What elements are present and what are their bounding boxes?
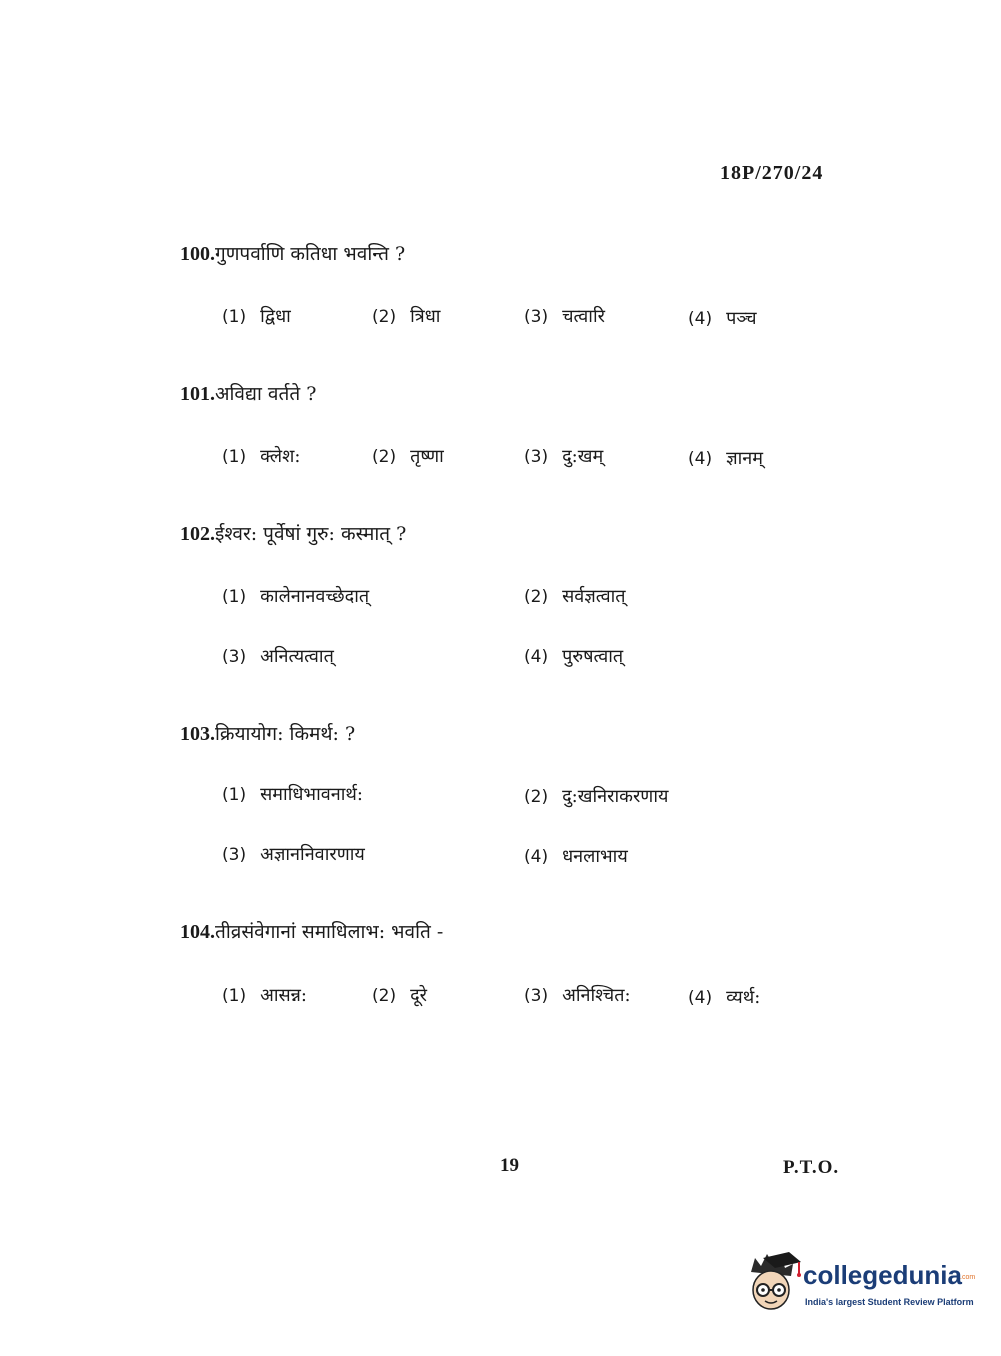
- logo-wordmark: collegedunia: [803, 1260, 962, 1290]
- question-103: [180, 720, 355, 746]
- question-text: क्रियायोग: किमर्थ: ?: [215, 723, 356, 745]
- logo-tagline: India's largest Student Review Platform: [805, 1297, 974, 1307]
- question-100: [180, 240, 405, 266]
- option-2: (2) सर्वज्ञत्वात्: [524, 586, 626, 607]
- option-4: (4) पुरुषत्वात्: [524, 646, 624, 667]
- option-3: (3) अनित्यत्वात्: [222, 646, 334, 667]
- option-1: (1) कालेनानवच्छेदात्: [222, 586, 370, 607]
- collegedunia-logo: [743, 1250, 976, 1320]
- option-2: (2) दु:खनिराकरणाय: [524, 786, 669, 807]
- question-number: 103.: [180, 723, 215, 745]
- question-102: [180, 520, 406, 546]
- question-text: तीव्रसंवेगानां समाधिलाभ: भवति -: [215, 921, 444, 943]
- option-3: (3) दु:खम्: [524, 446, 604, 467]
- question-text: गुणपर्वाणि कतिधा भवन्ति ?: [215, 243, 406, 265]
- option-1: (1) क्लेश:: [222, 446, 301, 467]
- paper-code: 18P/270/24: [720, 162, 824, 184]
- option-2: (2) दूरे: [372, 985, 428, 1006]
- question-text: ईश्वर: पूर्वेषां गुरु: कस्मात् ?: [215, 523, 407, 545]
- option-2: (2) त्रिधा: [372, 306, 441, 327]
- option-1: (1) आसन्न:: [222, 985, 307, 1006]
- option-4: (4) ज्ञानम्: [688, 448, 764, 469]
- option-3: (3) अनिश्चित:: [524, 985, 631, 1006]
- question-number: 104.: [180, 921, 215, 943]
- option-4: (4) व्यर्थ:: [688, 987, 761, 1008]
- option-1: (1) द्विधा: [222, 306, 291, 327]
- question-101: [180, 380, 316, 406]
- question-number: 102.: [180, 523, 215, 545]
- option-1: (1) समाधिभावनार्थ:: [222, 784, 363, 805]
- option-3: (3) अज्ञाननिवारणाय: [222, 844, 365, 865]
- option-4: (4) धनलाभाय: [524, 846, 628, 867]
- option-4: (4) पञ्च: [688, 308, 757, 329]
- page-number: 19: [500, 1155, 519, 1176]
- logo-suffix: .com: [960, 1274, 976, 1281]
- mascot-icon: [743, 1250, 803, 1320]
- option-2: (2) तृष्णा: [372, 446, 444, 467]
- option-3: (3) चत्वारि: [524, 306, 605, 327]
- question-104: [180, 918, 443, 944]
- question-text: अविद्या वर्तते ?: [215, 383, 317, 405]
- pto-label: P.T.O.: [783, 1157, 840, 1178]
- question-number: 100.: [180, 243, 215, 265]
- question-number: 101.: [180, 383, 215, 405]
